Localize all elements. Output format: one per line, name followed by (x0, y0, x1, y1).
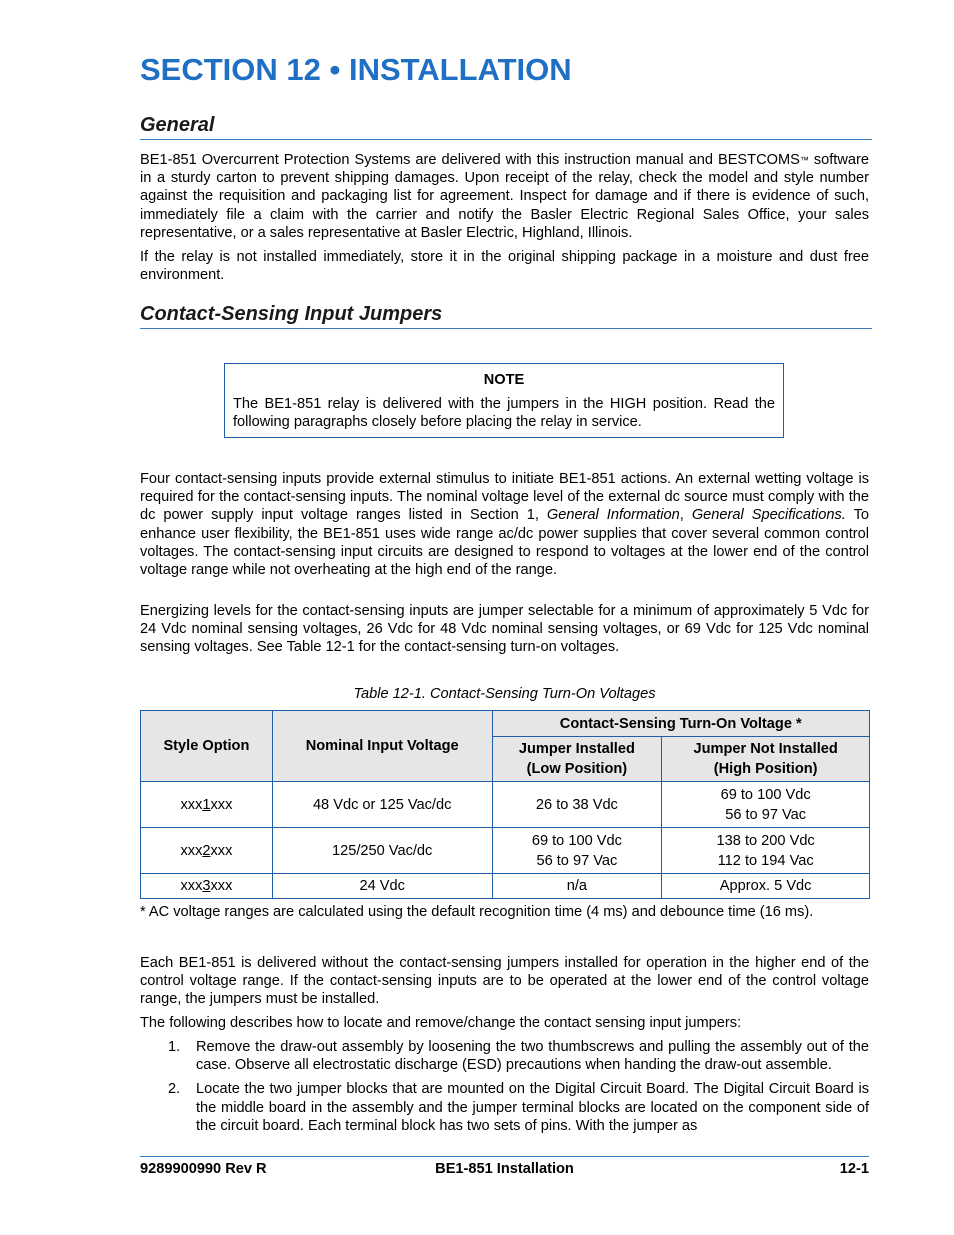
list-item-number: 1. (168, 1039, 181, 1055)
note-title: NOTE (483, 372, 525, 388)
style-prefix: xxx (180, 796, 203, 813)
table-row (141, 782, 870, 828)
list-item-number: 2. (168, 1081, 181, 1098)
contact-paragraph-2: Energizing levels for the contact-sensing inputs are jumper selectable for a minimum of approximately 5 Vdc for 24 Vdc nominal sensing voltages, 26 Vdc for 48 Vdc nominal sensing voltages, or 69 Vdc for 125 Vdc nominal sensing voltages. See Table 12-1 for the contact-sensing turn-on voltages. (140, 603, 869, 656)
after-paragraph-2: The following describes how to locate and remove/change the contact sensing input jumpers: (140, 1015, 742, 1031)
general-paragraph-2: If the relay is not installed immediately, store it in the original shipping package in a moisture and dust free environment. (140, 249, 869, 284)
contact-p1-text-c: To enhance user flexibility, the BE1-851 uses wide range ac/dc power supplies that cover several common control voltages. The contact-sensing input circuits are designed to respond to voltages at the lower end of the control voltage range while not overheating at the high end of the range. (140, 507, 869, 579)
list-item-text: Remove the draw-out assembly by loosening the two thumbscrews and pulling the assembly out of the case. Observe all electrostatic discharge (ESD) precautions when handing the draw-out assemble. (196, 1039, 869, 1074)
cell-style-option (141, 828, 273, 874)
style-suffix: xxx (210, 842, 233, 859)
footer-doc-number: 9289900990 Rev R (140, 1161, 267, 1177)
cell-high-line1: 69 to 100 Vdc (720, 786, 811, 803)
steps-list (140, 1038, 869, 1141)
cell-style-option (141, 874, 273, 899)
header-jumper-not-installed (662, 737, 870, 782)
header-jumper-installed (492, 737, 662, 782)
section-title: SECTION 12 • INSTALLATION (140, 52, 572, 87)
cell-low-line1: n/a (566, 878, 588, 894)
cell-nominal: 24 Vdc (272, 874, 492, 899)
table-header-row (141, 711, 870, 737)
table-row (141, 828, 870, 874)
header-jumper-installed-line2: (Low Position) (526, 761, 628, 777)
header-jumper-not-installed-line2: (High Position) (713, 761, 818, 777)
after-paragraph-1: Each BE1-851 is delivered without the contact-sensing jumpers installed for operation in the higher end of the control voltage range. If the contact-sensing inputs are to be operated at the lower end of the control voltage range, the jumpers must be installed. (140, 955, 869, 1008)
cell-high-line1: Approx. 5 Vdc (719, 878, 812, 894)
cell-high (662, 828, 870, 874)
style-suffix: xxx (210, 796, 233, 813)
cell-high-line2: 112 to 194 Vac (717, 852, 814, 869)
footer-title: BE1-851 Installation (435, 1161, 574, 1177)
style-digit: 2 (202, 842, 211, 859)
header-jumper-installed-line1: Jumper Installed (518, 741, 635, 757)
cell-high-line1: 138 to 200 Vdc (716, 832, 815, 849)
list-item (140, 1038, 869, 1074)
note-box (224, 363, 784, 438)
header-nominal-input-voltage: Nominal Input Voltage (272, 711, 492, 782)
cell-low (492, 782, 662, 828)
trademark-symbol: ™ (799, 155, 809, 165)
list-item-text: Locate the two jumper blocks that are mounted on the Digital Circuit Board. The Digital Circuit Board is the middle board in the assembly and the jumper terminal blocks are located on the component side of the circuit board. Each terminal block has two sets of pins. With the jumper as (196, 1081, 869, 1134)
contact-p1-text-a: Four contact-sensing inputs provide external stimulus to initiate BE1-851 actions. An external wetting voltage is required for the contact-sensing inputs. The nominal voltage level of the external dc source must comply with the dc power supply input voltage ranges listed in Section 1, (140, 471, 869, 524)
general-paragraph-1 (140, 151, 869, 242)
general-p1-text-a: BE1-851 Overcurrent Protection Systems are delivered with this instruction manual and BESTCOMS (140, 152, 800, 168)
cell-high-line2: 56 to 97 Vac (725, 806, 807, 823)
cell-low-line1: 26 to 38 Vdc (535, 796, 618, 813)
cell-low (492, 828, 662, 874)
style-digit: 3 (202, 878, 211, 894)
contact-paragraph-1 (140, 470, 869, 579)
heading-general: General (140, 114, 872, 140)
cell-low-line1: 69 to 100 Vdc (531, 832, 622, 849)
table-footnote: * AC voltage ranges are calculated using the default recognition time (4 ms) and debounce time (16 ms). (140, 904, 814, 920)
header-style-option: Style Option (141, 711, 273, 782)
contact-p1-ref-general-information: General Information (546, 507, 680, 524)
note-text: The BE1-851 relay is delivered with the jumpers in the HIGH position. Read the following paragraphs closely before placing the relay in service. (233, 396, 775, 431)
style-prefix: xxx (180, 878, 203, 894)
turn-on-voltage-table (140, 710, 870, 899)
table-row (141, 874, 870, 899)
cell-nominal: 48 Vdc or 125 Vac/dc (272, 782, 492, 828)
heading-contact-sensing: Contact-Sensing Input Jumpers (140, 303, 872, 329)
contact-p1-sep: , (679, 507, 692, 524)
list-item (140, 1080, 869, 1135)
header-jumper-not-installed-line1: Jumper Not Installed (693, 741, 838, 757)
cell-low-line2: 56 to 97 Vac (536, 852, 618, 869)
style-suffix: xxx (210, 878, 233, 894)
cell-high (662, 874, 870, 899)
style-digit: 1 (202, 796, 211, 813)
cell-low (492, 874, 662, 899)
table-caption: Table 12-1. Contact-Sensing Turn-On Voltages (353, 686, 656, 702)
contact-p1-ref-general-specifications: General Specifications. (691, 507, 846, 524)
cell-style-option (141, 782, 273, 828)
style-prefix: xxx (180, 842, 203, 859)
general-p1-text-b: software in a sturdy carton to prevent shipping damages. Upon receipt of the relay, check the model and style number against the requisition and packaging list for agreement. Inspect for damage and if there is evidence of such, immediately file a claim with the carrier and notify the Basler Electric Regional Sales Office, your sales representative, or a sales representative at Basler Electric, Highland, Illinois. (140, 152, 869, 241)
cell-high (662, 782, 870, 828)
header-turn-on-voltage: Contact-Sensing Turn-On Voltage * (492, 711, 870, 737)
cell-nominal: 125/250 Vac/dc (272, 828, 492, 874)
footer-page-number: 12-1 (839, 1161, 869, 1177)
page-footer (140, 1156, 869, 1177)
